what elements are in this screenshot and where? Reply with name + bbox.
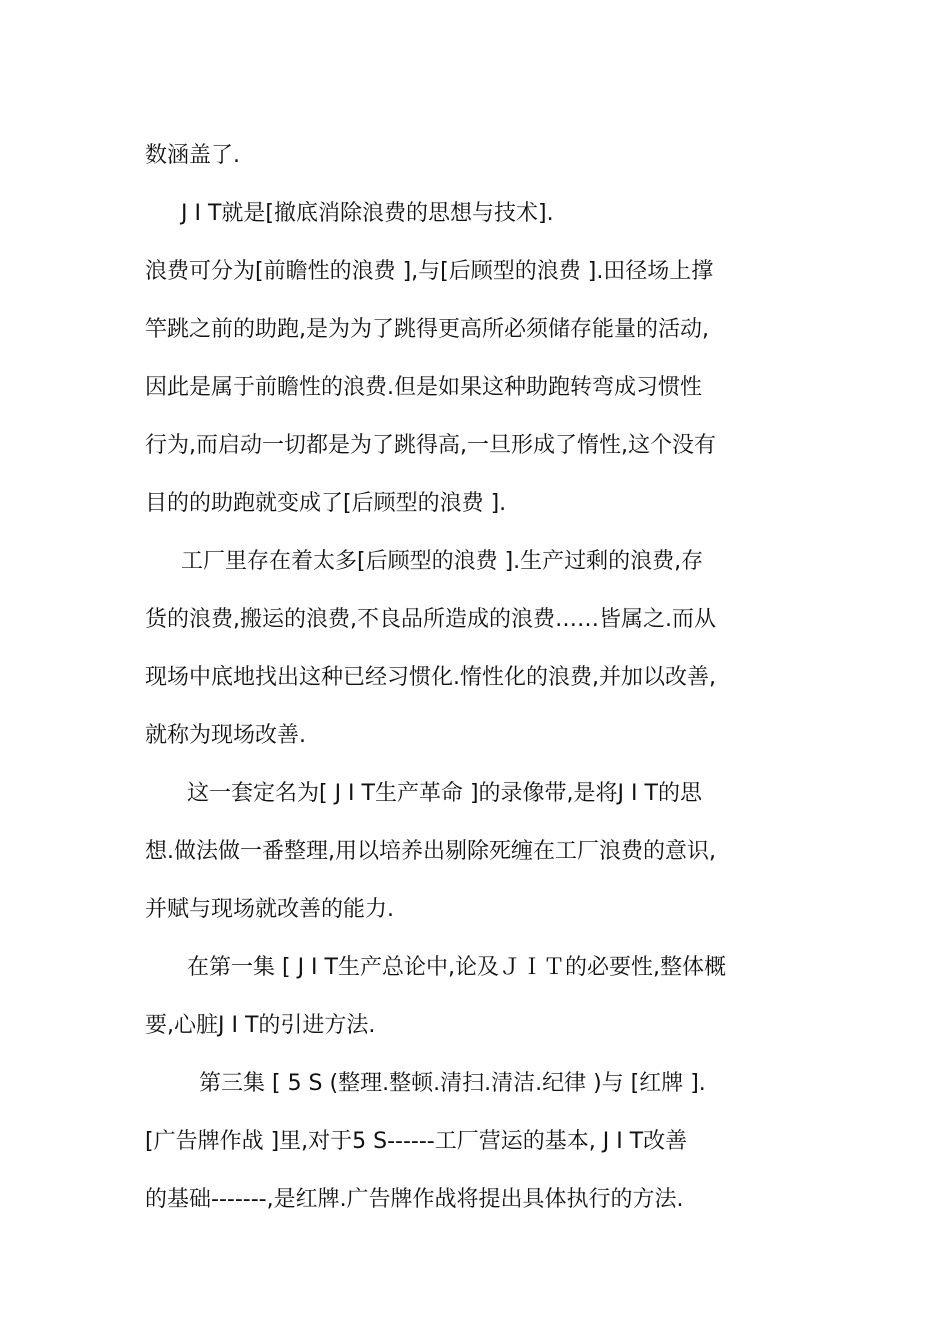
paragraph-line: 数涵盖了. bbox=[145, 143, 240, 168]
paragraph-line: 工厂里存在着太多[后顾型的浪费 ].生产过剩的浪费,存 bbox=[181, 549, 704, 574]
paragraph-line: 浪费可分为[前瞻性的浪费 ],与[后顾型的浪费 ].田径场上撑 bbox=[145, 259, 714, 284]
paragraph-line: 第三集 [ 5 S (整理.整顿.清扫.清洁.纪律 )与 [红牌 ]. bbox=[199, 1071, 706, 1096]
paragraph-line: 就称为现场改善. bbox=[145, 723, 306, 748]
paragraph-line: 这一套定名为[ J I T生产革命 ]的录像带,是将J I T的思 bbox=[187, 781, 702, 806]
paragraph-line: 要,心脏J I T的引进方法. bbox=[145, 1013, 376, 1038]
paragraph-line: 在第一集 [ J I T生产总论中,论及ＪＩＴ的必要性,整体概 bbox=[187, 955, 726, 980]
paragraph-line: 行为,而启动一切都是为了跳得高,一旦形成了惰性,这个没有 bbox=[145, 433, 716, 458]
paragraph-line: [广告牌作战 ]里,对于5 S------工厂营运的基本, J I T改善 bbox=[145, 1129, 688, 1154]
document-body bbox=[145, 134, 810, 1236]
paragraph-line: 竿跳之前的助跑,是为为了跳得更高所必须储存能量的活动, bbox=[145, 317, 709, 342]
paragraph-line: 并赋与现场就改善的能力. bbox=[145, 897, 394, 922]
paragraph-line: 因此是属于前瞻性的浪费.但是如果这种助跑转弯成习惯性 bbox=[145, 375, 702, 400]
paragraph-line: 目的的助跑就变成了[后顾型的浪费 ]. bbox=[145, 491, 507, 516]
paragraph-line: 现场中底地找出这种已经习惯化.惰性化的浪费,并加以改善, bbox=[145, 665, 716, 690]
paragraph-line: 货的浪费,搬运的浪费,不良品所造成的浪费……皆属之.而从 bbox=[145, 607, 716, 632]
paragraph-line: 的基础-------,是红牌.广告牌作战将提出具体执行的方法. bbox=[145, 1187, 684, 1212]
paragraph-line: J I T就是[撤底消除浪费的思想与技术]. bbox=[181, 201, 554, 226]
paragraph-line: 想.做法做一番整理,用以培养出剔除死缠在工厂浪费的意识, bbox=[145, 839, 716, 864]
